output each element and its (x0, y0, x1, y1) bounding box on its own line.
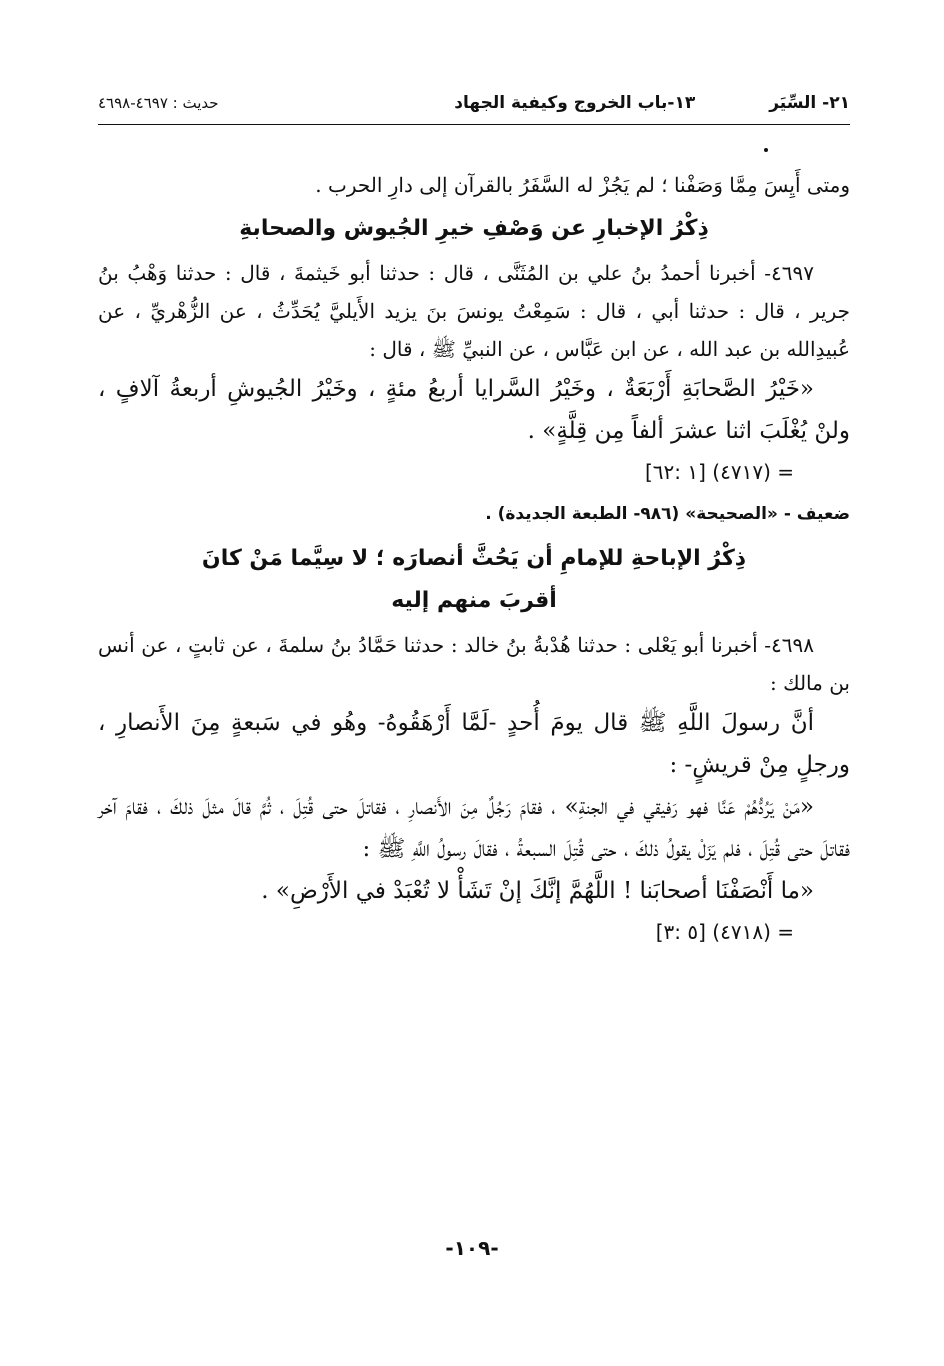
hadith-4697-text: «خَيْرُ الصَّحابَةِ أَرْبَعَةٌ ، وخَيْرُ السَّرايا أربعُ مئةٍ ، وخَيْرُ الجُيوشِ أربعةُ آلافٍ ، ولنْ يُغْلَبَ اثنا عشرَ ألفاً مِن قِلَّةٍ» . (98, 376, 850, 444)
hadith-4698-text-1: أنَّ رسولَ اللَّهِ ﷺ قال يومَ أُحدٍ -لَمَّا أَرْهَقُوهُ- وهُو في سَبعةٍ مِنَ الأَنصارِ ، ورجلٍ مِنْ قريشٍ- : (98, 710, 850, 778)
header-rule (98, 124, 850, 125)
intro-sentence: ومتى أَيِسَ مِمَّا وَصَفْنا ؛ لم يَجُزْ له السَّفَرُ بالقرآن إلى دارِ الحرب . (315, 173, 850, 197)
running-header (98, 86, 850, 120)
chapter-heading-2-line-1: ذِكْرُ الإباحةِ للإمامِ أن يَحُثَّ أنصارَه ؛ لا سِيَّما مَنْ كانَ (201, 546, 747, 571)
hadith-4698-text-2: «مَنْ يَرُدُّهُمْ عَنَّا فهو رَفيقي في الجنةِ» ، فقامَ رَجُلٌ مِنَ الأَنصارِ ، فقاتلَ حتى قُتِلَ ، ثُمَّ قالَ مثلَ ذلكَ ، فقامَ آخر فقاتلَ حتى قُتِلَ ، فلم يَزَلْ يقولُ ذلكَ ، حتى قُتِلَ السبعةُ ، فقالَ رسولُ اللَّهِ ﷺ : (98, 794, 850, 862)
hadith-4698-chain: ٤٦٩٨- أخبرنا أبو يَعْلى : حدثنا هُدْبةُ بنُ خالد : حدثنا حَمَّادُ بنُ سلمةَ ، عن ثابتٍ ، عن أنس بن مالك : (98, 633, 850, 695)
hadith-4698-text-3: «ما أَنْصَفْنَا أصحابَنا ! اللَّهُمَّ إنَّكَ إنْ تَشَأْ لا تُعْبَدْ في الأَرْضِ» . (261, 878, 814, 904)
chapter-heading-1: ذِكْرُ الإخبارِ عن وَصْفِ خيرِ الجُيوش والصحابةِ (239, 216, 709, 241)
header-title-group (454, 93, 850, 113)
chapter-heading-2-line-2: أقربَ منهم إليه (391, 588, 557, 613)
hadith-4697-chain: ٤٦٩٧- أخبرنا أحمدُ بنُ علي بن المُثَنَّى ، قال : حدثنا أبو خَيثمةَ ، قال : حدثنا وَهْبُ بنُ جرير ، قال : حدثنا أبي ، قال : سَمِعْتُ يونسَ بنَ يزيد الأَيليَّ يُحَدِّثُ ، عن الزُّهْريِّ ، عن عُبيدِالله بن عبد الله ، عن ابن عَبَّاس ، عن النبيِّ ﷺ ، قال : (98, 261, 850, 361)
hadith-4697-reference: = (٤٧١٧) [١ :٦٢] (644, 460, 794, 484)
page-number: -١٠٩- (445, 1236, 499, 1260)
chapter-title: ١٣-باب الخروج وكيفية الجهاد (454, 93, 696, 113)
page-body (98, 166, 850, 952)
hadith-4698-reference: = (٤٧١٨) [٥ :٣] (655, 920, 794, 944)
hadith-4697-grade: ضعيف - «الصحيحة» (٩٨٦- الطبعة الجديدة) . (485, 504, 850, 524)
hadith-range: حديث : ٤٦٩٧-٤٦٩٨ (98, 94, 219, 112)
section-title: ٢١- السِّيَر (769, 93, 850, 113)
stray-dot (764, 148, 768, 152)
